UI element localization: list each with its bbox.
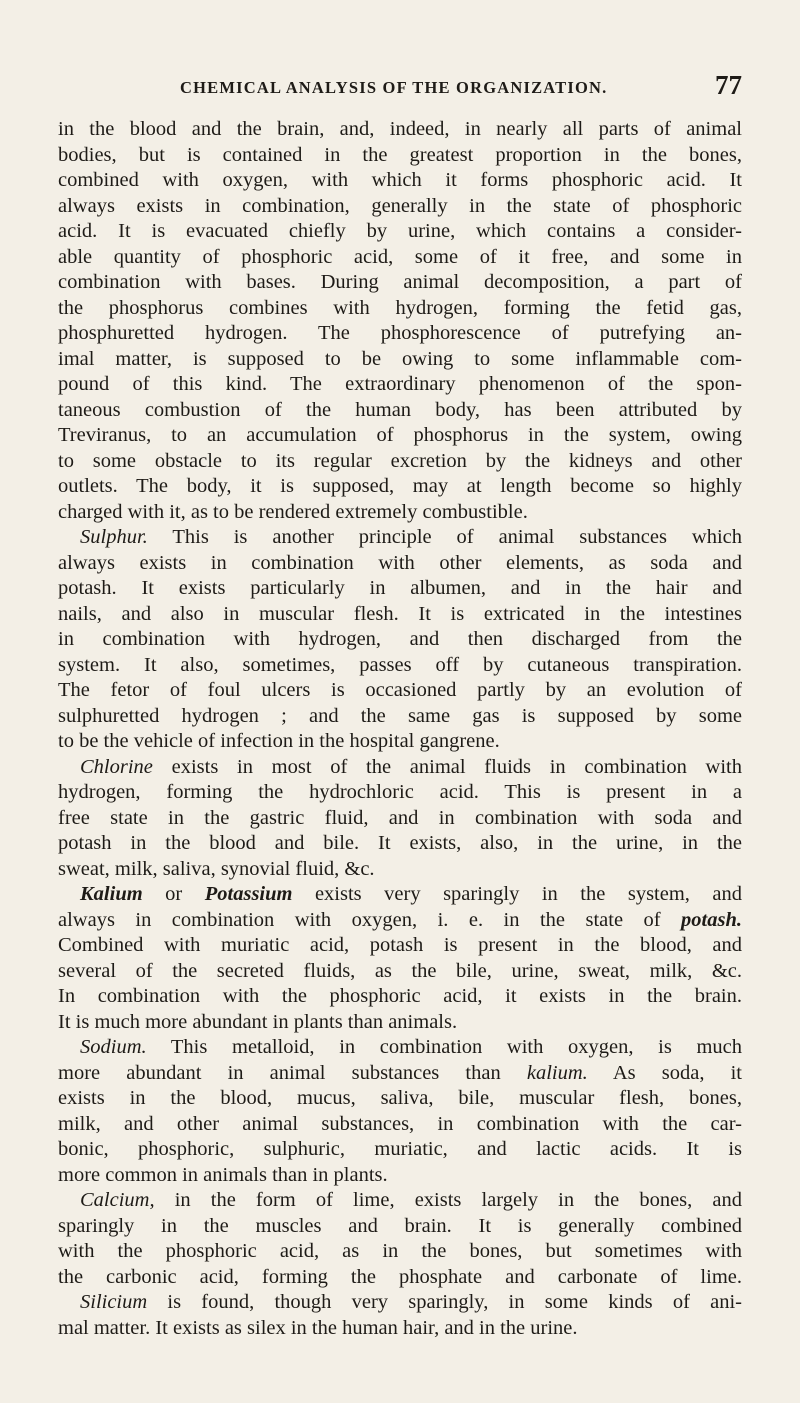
text-line <box>58 449 742 475</box>
text-line <box>58 1163 742 1189</box>
text-segment: sparingly in the muscles and brain. It is generally combined <box>58 1214 742 1237</box>
text-segment: acid. It is evacuated chiefly by urine, which contains a consider- <box>58 220 742 242</box>
text-line <box>58 1316 742 1342</box>
text-line <box>58 321 742 347</box>
text-line <box>58 1188 742 1214</box>
text-line <box>58 576 742 602</box>
text-segment: potash in the blood and bile. It exists, also, in the urine, in the <box>58 832 742 854</box>
text-segment: milk, and other animal substances, in combination with the car- <box>58 1112 742 1135</box>
italic-term: Chlorine <box>80 755 153 778</box>
text-line <box>58 1214 742 1240</box>
text-segment: charged with it, as to be rendered extremely combustible. <box>58 500 528 523</box>
text-line <box>58 678 742 704</box>
text-segment: phosphuretted hydrogen. The phosphorescence of putrefying an- <box>58 322 742 344</box>
text-segment: This metalloid, in combination with oxygen, is much <box>146 1036 742 1058</box>
italic-term: Sulphur. <box>80 526 148 548</box>
text-segment: in the form of lime, exists largely in the bones, and <box>154 1189 742 1211</box>
text-line <box>58 143 742 169</box>
text-line <box>58 423 742 449</box>
text-line <box>58 372 742 398</box>
text-segment: hydrogen, forming the hydrochloric acid. This is present in a <box>58 781 742 803</box>
text-segment: The fetor of foul ulcers is occasioned partly by an evolution of <box>58 679 742 701</box>
text-segment: several of the secreted fluids, as the bile, urine, sweat, milk, &c. <box>58 959 742 982</box>
bold-italic-term: Potassium <box>204 883 293 905</box>
text-segment: system. It also, sometimes, passes off by cutaneous transpiration. <box>58 653 742 676</box>
text-segment: is found, though very sparingly, in some kinds of ani- <box>147 1291 742 1313</box>
text-line <box>58 219 742 245</box>
text-segment: potash. It exists particularly in albumen, and in the hair and <box>58 577 742 599</box>
text-segment: bonic, phosphoric, sulphuric, muriatic, and lactic acids. It is <box>58 1138 742 1160</box>
text-line <box>58 984 742 1010</box>
text-segment: always exists in combination with other elements, as soda and <box>58 551 742 574</box>
text-segment: mal matter. It exists as silex in the human hair, and in the urine. <box>58 1316 578 1339</box>
text-line <box>58 755 742 781</box>
text-segment: the carbonic acid, forming the phosphate and carbonate of lime. <box>58 1265 742 1288</box>
text-segment: pound of this kind. The extraordinary phenomenon of the spon- <box>58 373 742 395</box>
text-line <box>58 1035 742 1061</box>
text-segment: to some obstacle to its regular excretion by the kidneys and other <box>58 449 742 472</box>
text-line <box>58 1086 742 1112</box>
text-segment: sweat, milk, saliva, synovial fluid, &c. <box>58 857 375 880</box>
text-line <box>58 729 742 755</box>
italic-term: kalium. <box>526 1061 588 1084</box>
text-segment: exists in the blood, mucus, saliva, bile, muscular flesh, bones, <box>58 1087 742 1109</box>
text-segment: This is another principle of animal substances which <box>147 526 742 548</box>
text-segment: in the blood and the brain, and, indeed, in nearly all parts of animal <box>58 118 742 140</box>
text-line <box>58 398 742 424</box>
text-line <box>58 653 742 679</box>
text-line <box>58 117 742 143</box>
text-line <box>58 270 742 296</box>
text-segment: nails, and also in muscular flesh. It is extricated in the intestines <box>58 602 742 625</box>
text-line <box>58 908 742 934</box>
text-line <box>58 627 742 653</box>
text-segment: imal matter, is supposed to be owing to some inflammable com- <box>58 347 742 370</box>
text-line <box>58 1265 742 1291</box>
text-segment: always in combination with oxygen, i. e. in the state of <box>58 908 682 931</box>
text-segment: exists very sparingly in the system, and <box>292 883 742 905</box>
text-line <box>58 525 742 551</box>
text-line <box>58 882 742 908</box>
text-line <box>58 1290 742 1316</box>
text-line <box>58 551 742 577</box>
text-segment: In combination with the phosphoric acid, it exists in the brain. <box>58 985 742 1007</box>
text-line <box>58 296 742 322</box>
text-line <box>58 500 742 526</box>
text-line <box>58 347 742 373</box>
text-segment: exists in most of the animal fluids in combination with <box>152 755 742 778</box>
text-segment: or <box>142 883 205 905</box>
text-segment: outlets. The body, it is supposed, may at length become so highly <box>58 475 742 497</box>
text-segment: in combination with hydrogen, and then discharged from the <box>58 628 742 650</box>
text-segment: It is much more abundant in plants than animals. <box>58 1010 458 1033</box>
text-segment: As soda, it <box>587 1061 742 1084</box>
text-line <box>58 194 742 220</box>
text-segment: combined with oxygen, with which it forms phosphoric acid. It <box>58 169 742 191</box>
page-number: 77 <box>715 70 742 100</box>
text-segment: more common in animals than in plants. <box>58 1163 388 1186</box>
text-line <box>58 1061 742 1087</box>
text-segment: sulphuretted hydrogen ; and the same gas is supposed by some <box>58 704 742 727</box>
italic-term: Silicium <box>80 1291 148 1313</box>
text-line <box>58 1010 742 1036</box>
text-line <box>58 959 742 985</box>
text-segment: taneous combustion of the human body, has been attributed by <box>58 398 742 421</box>
text-line <box>58 831 742 857</box>
running-head <box>58 70 742 102</box>
text-line <box>58 780 742 806</box>
text-segment: the phosphorus combines with hydrogen, forming the fetid gas, <box>58 296 742 319</box>
text-line <box>58 168 742 194</box>
text-line <box>58 933 742 959</box>
text-segment: with the phosphoric acid, as in the bones, but sometimes with <box>58 1240 742 1262</box>
text-segment: free state in the gastric fluid, and in combination with soda and <box>58 806 742 829</box>
text-line <box>58 1239 742 1265</box>
text-line <box>58 474 742 500</box>
bold-italic-term: potash. <box>681 908 742 931</box>
text-segment: Combined with muriatic acid, potash is present in the blood, and <box>58 934 742 956</box>
text-line <box>58 857 742 883</box>
text-line <box>58 245 742 271</box>
running-title: CHEMICAL ANALYSIS OF THE ORGANIZATION. <box>180 78 608 97</box>
italic-term: Calcium, <box>80 1189 155 1211</box>
text-line <box>58 704 742 730</box>
text-segment: Treviranus, to an accumulation of phosphorus in the system, owing <box>58 424 742 446</box>
text-segment: combination with bases. During animal decomposition, a part of <box>58 271 742 293</box>
text-line <box>58 806 742 832</box>
text-segment: more abundant in animal substances than <box>58 1061 527 1084</box>
text-segment: able quantity of phosphoric acid, some of it free, and some in <box>58 245 742 268</box>
text-line <box>58 1112 742 1138</box>
bold-italic-term: Kalium <box>80 883 143 905</box>
text-segment: to be the vehicle of infection in the hospital gangrene. <box>58 730 500 752</box>
italic-term: Sodium. <box>80 1036 147 1058</box>
text-line <box>58 602 742 628</box>
text-segment: bodies, but is contained in the greatest proportion in the bones, <box>58 143 742 166</box>
body-text <box>58 117 742 1341</box>
text-segment: always exists in combination, generally in the state of phosphoric <box>58 194 742 217</box>
text-line <box>58 1137 742 1163</box>
